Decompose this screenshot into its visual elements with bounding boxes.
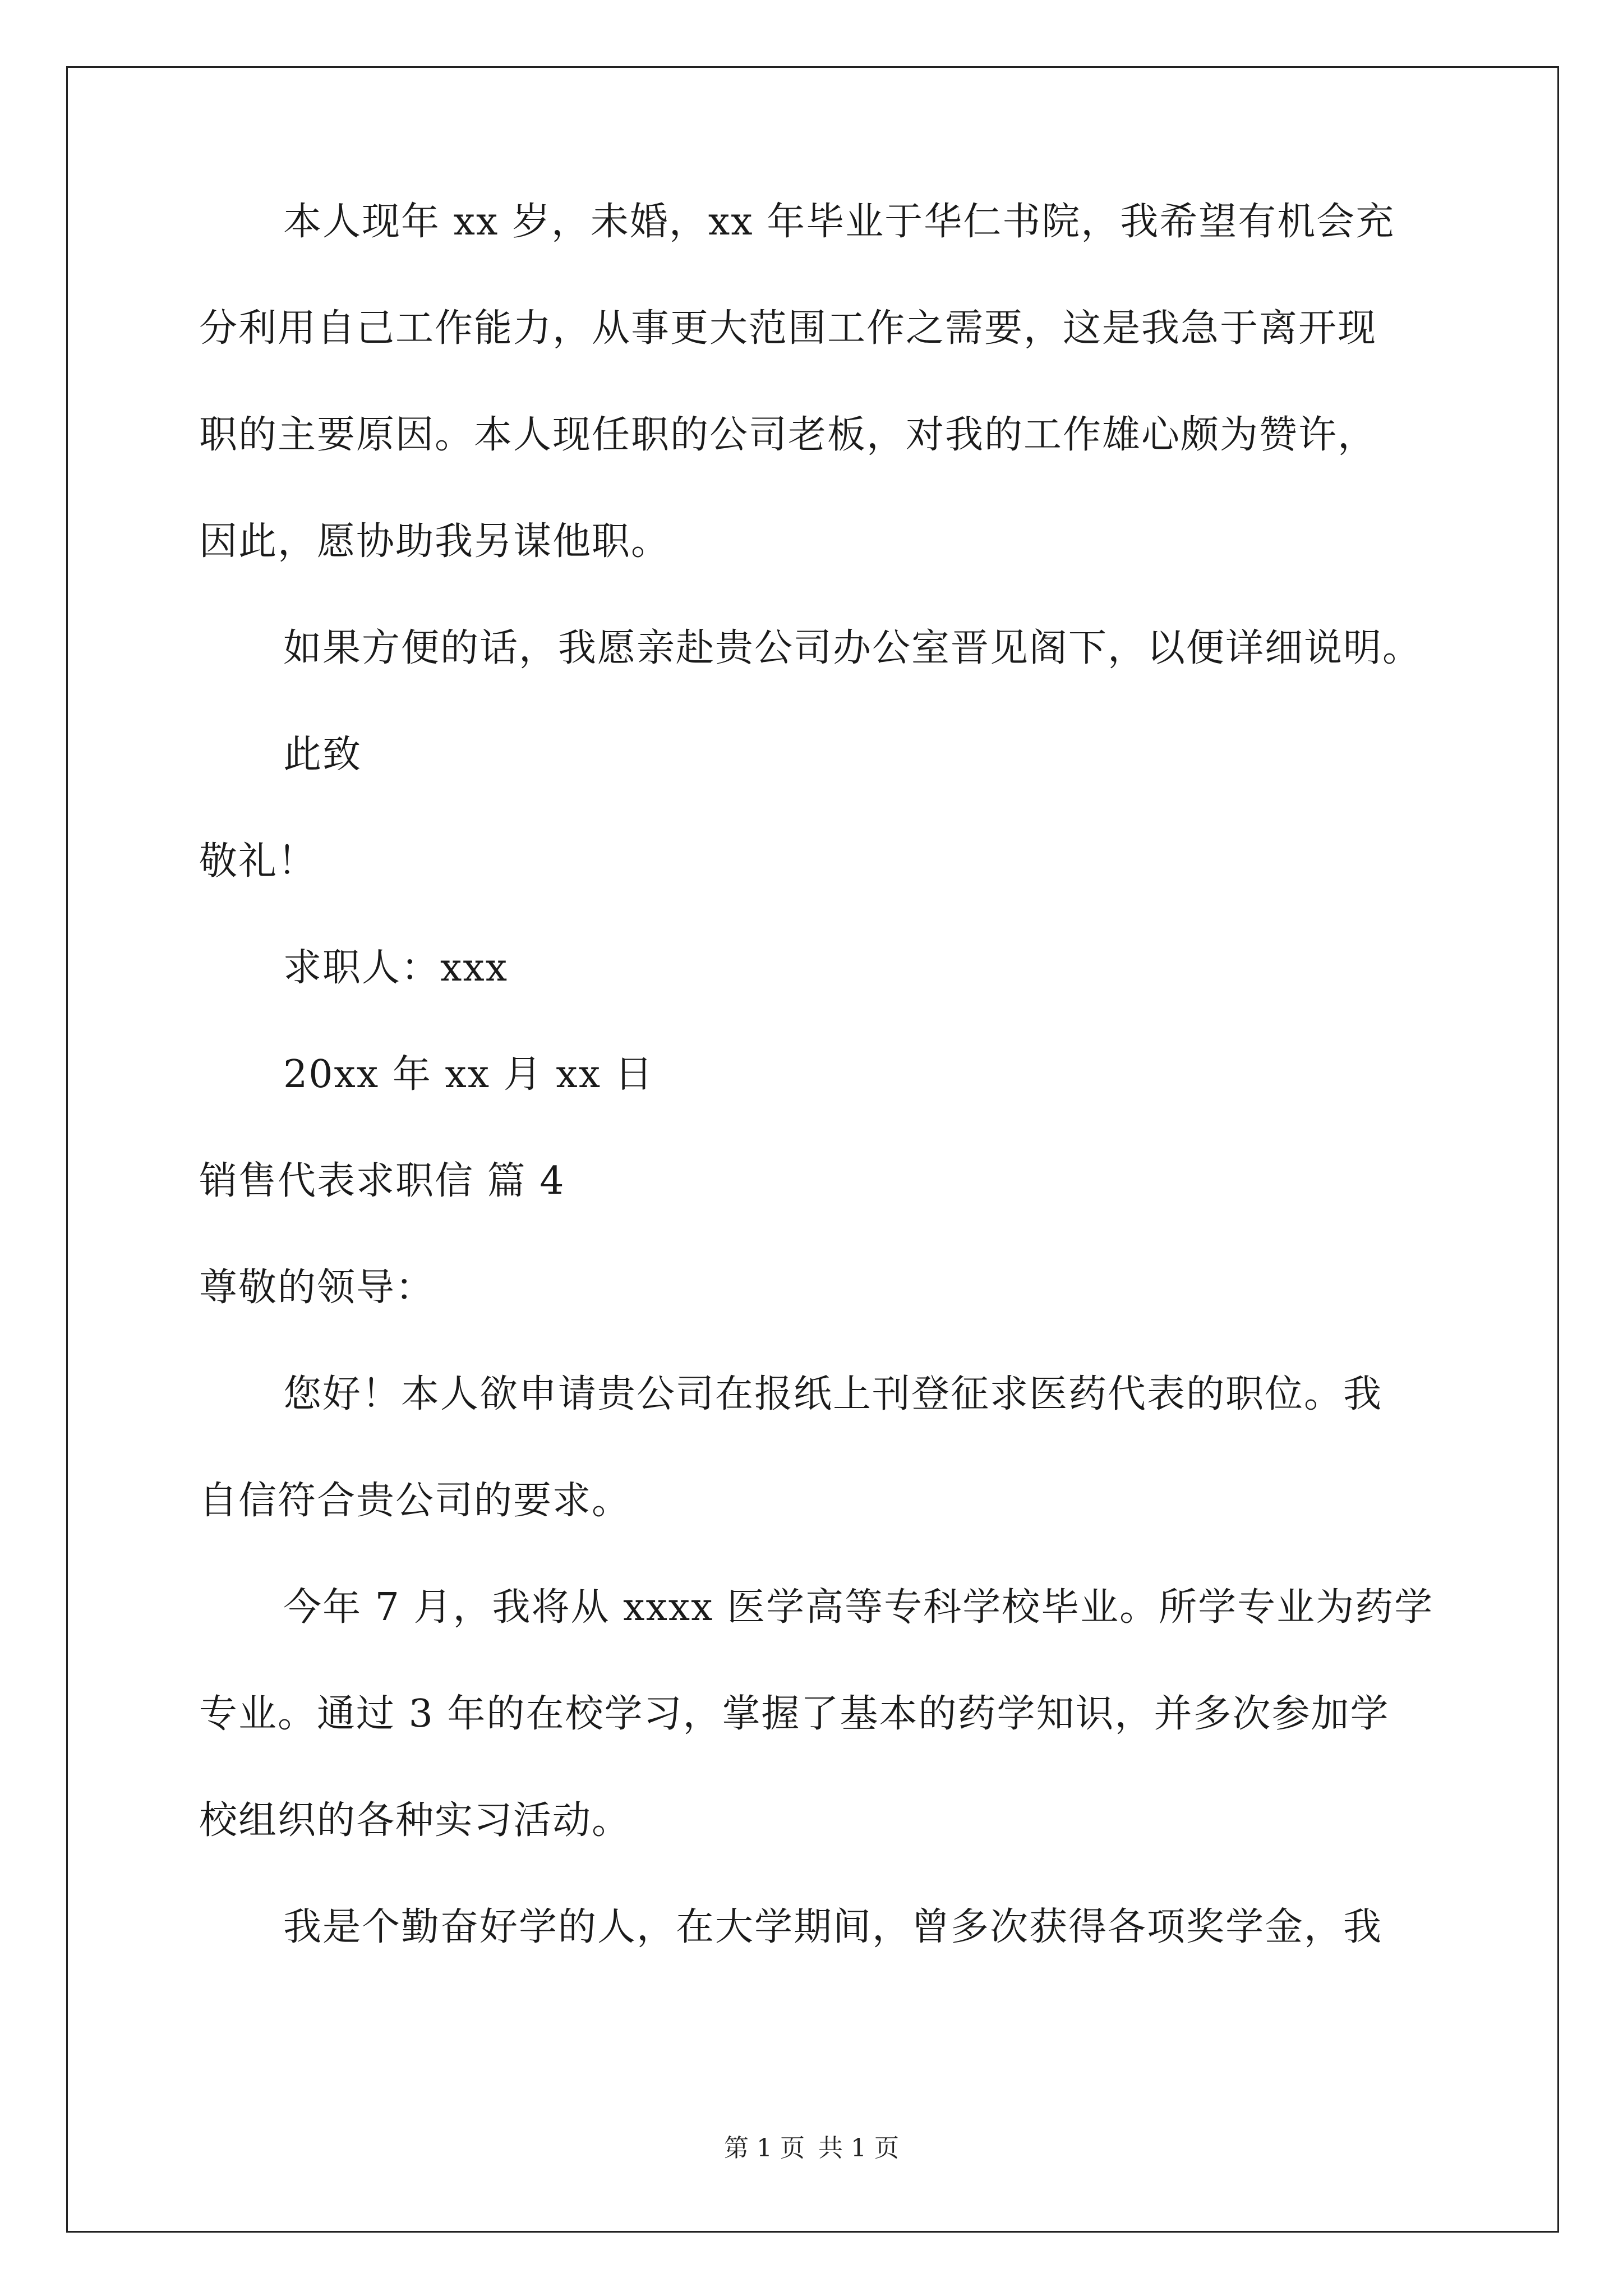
paragraph-line: 我是个勤奋好学的人，在大学期间，曾多次获得各项奖学金，我 [283,1905,1383,1949]
paragraph-line: 专业。通过 3 年的在校学习，掌握了基本的药学知识，并多次参加学 [199,1692,1390,1736]
paragraph-line: 校组织的各种实习活动。 [199,1798,631,1843]
salutation-line: 敬礼！ [199,839,317,884]
page-total: 共 1 页 [818,2134,899,2162]
paragraph-line: 分利用自己工作能力，从事更大范围工作之需要，这是我急于离开现 [199,306,1377,351]
paragraph-line: 自信符合贵公司的要求。 [199,1479,631,1523]
greeting-line: 尊敬的领导： [199,1266,435,1310]
paragraph-line: 您好！本人欲申请贵公司在报纸上刊登征求医药代表的职位。我 [283,1372,1383,1416]
paragraph-line: 因此，愿协助我另谋他职。 [199,519,671,564]
paragraph-line: 本人现年 xx 岁，未婚，xx 年毕业于华仁书院，我希望有机会充 [283,200,1395,244]
page-footer [0,2134,1623,2162]
paragraph-line: 如果方便的话，我愿亲赴贵公司办公室晋见阁下，以便详细说明。 [283,626,1422,670]
document-body [199,200,1434,2014]
paragraph-line: 今年 7 月，我将从 xxxx 医学高等专科学校毕业。所学专业为药学 [283,1585,1434,1630]
closing-line: 此致 [283,733,362,777]
signature-line: 求职人：xxx [283,946,509,990]
date-line: 20xx 年 xx 月 xx 日 [283,1052,654,1097]
page-number: 第 1 页 [724,2134,805,2162]
paragraph-line: 职的主要原因。本人现任职的公司老板，对我的工作雄心颇为赞许， [199,413,1377,457]
section-heading: 销售代表求职信 篇 4 [199,1159,565,1203]
